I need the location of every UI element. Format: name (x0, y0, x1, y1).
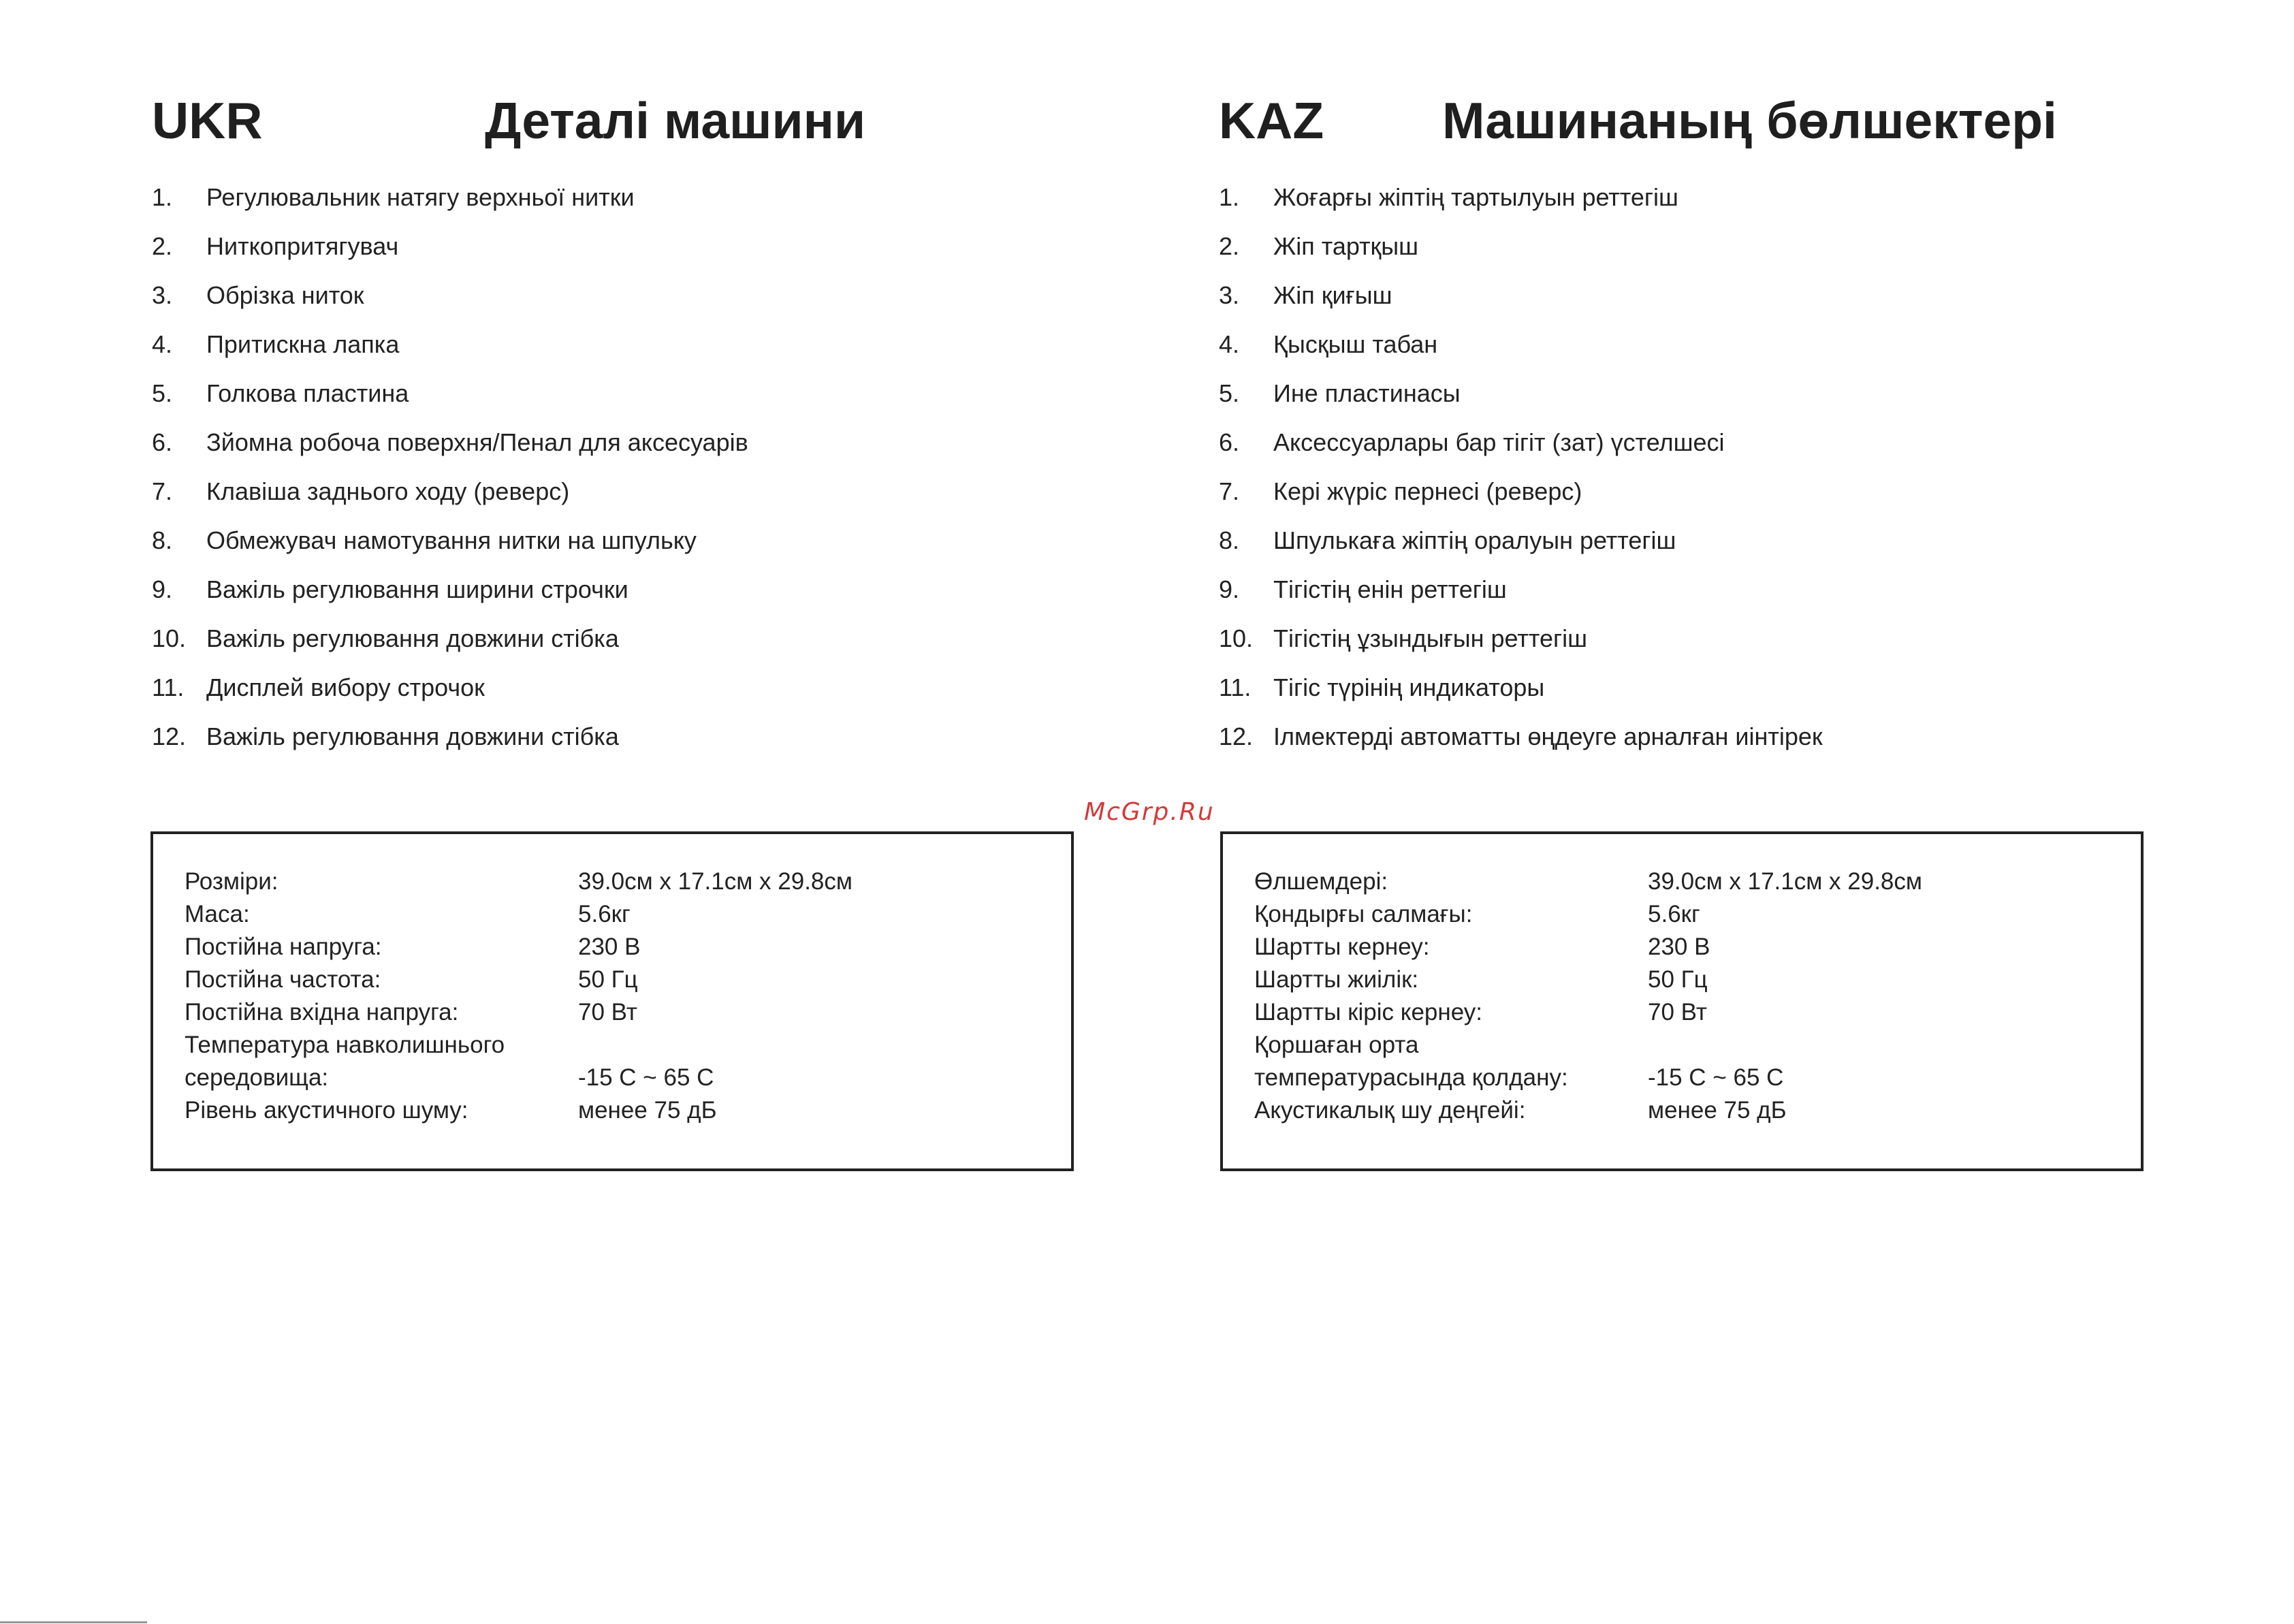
item-number: 10. (152, 624, 187, 652)
watermark: McGrp.Ru (1084, 798, 1215, 826)
item-number: 2. (152, 232, 173, 260)
item-number: 12. (1219, 722, 1254, 750)
spec-label: Қоршаған орта (1254, 1032, 1419, 1058)
spec-label: Постійна вхідна напруга: (185, 999, 459, 1025)
item-number: 4. (1219, 330, 1240, 358)
spec-row (185, 964, 1057, 996)
item-label: Жоғарғы жіптің тартылуын реттегіш (1273, 183, 1678, 211)
item-number: 11. (152, 673, 185, 701)
item-number: 4. (152, 330, 173, 358)
spec-value: 5.6кг (1648, 901, 1700, 927)
list-item (152, 229, 748, 278)
item-label: Шпулькаға жіптің оралуын реттегіш (1273, 526, 1676, 554)
item-number: 9. (152, 575, 173, 603)
list-item (152, 180, 748, 229)
spec-value: 230 В (1648, 934, 1710, 960)
spec-value: -15 С ~ 65 С (578, 1064, 714, 1091)
spec-label: Рівень акустичного шуму: (185, 1097, 468, 1124)
kaz-language-code: KAZ (1219, 92, 1324, 149)
list-item (1219, 474, 1823, 523)
spec-label: Қондырғы салмағы: (1254, 901, 1473, 927)
item-label: Обрізка ниток (206, 281, 364, 309)
item-number: 5. (152, 379, 173, 407)
spec-label: Маса: (185, 901, 250, 927)
list-item (1219, 523, 1823, 572)
list-item (152, 327, 748, 376)
item-number: 3. (152, 281, 173, 309)
spec-value: 39.0см x 17.1см x 29.8см (578, 868, 853, 895)
spec-label: температурасында қолдану: (1254, 1064, 1568, 1091)
list-item (152, 278, 748, 327)
list-item (152, 621, 748, 670)
item-label: Важіль регулювання довжини стібка (206, 624, 619, 652)
spec-row (1254, 898, 2127, 931)
item-number: 12. (152, 722, 187, 750)
item-number: 3. (1219, 281, 1240, 309)
list-item (152, 474, 748, 523)
spec-row (185, 1094, 1057, 1127)
spec-label: Постійна напруга: (185, 934, 382, 960)
item-label: Қысқыш табан (1273, 330, 1438, 358)
item-label: Ниткопритягувач (206, 232, 399, 260)
item-label: Голкова пластина (206, 379, 409, 407)
ukr-spec-box (150, 831, 1074, 1171)
list-item (1219, 376, 1823, 425)
spec-label: Шартты кіріс кернеу: (1254, 999, 1482, 1025)
spec-label: Өлшемдері: (1254, 868, 1388, 895)
spec-value: 70 Вт (578, 999, 637, 1025)
kaz-parts-list (1219, 180, 1823, 768)
spec-row (1254, 996, 2127, 1029)
spec-value: 70 Вт (1648, 999, 1707, 1025)
spec-value: 230 В (578, 934, 641, 960)
spec-label: Акустикалық шу деңгейі: (1254, 1097, 1526, 1124)
list-item (1219, 180, 1823, 229)
ukr-parts-list (152, 180, 748, 768)
list-item (1219, 572, 1823, 621)
item-label: Обмежувач намотування нитки на шпульку (206, 526, 697, 554)
ukr-section-title: Деталі машини (485, 92, 866, 149)
item-label: Жіп тартқыш (1273, 232, 1419, 260)
spec-label: Шартты кернеу: (1254, 934, 1430, 960)
list-item (152, 376, 748, 425)
footer-divider (0, 1621, 147, 1623)
spec-row (1254, 1029, 2127, 1062)
spec-row (185, 1062, 1057, 1094)
item-number: 7. (152, 477, 173, 505)
item-label: Кері жүріс пернесі (реверс) (1273, 477, 1582, 505)
kaz-section-title: Машинаның бөлшектері (1442, 92, 2057, 149)
spec-label: Шартты жиілік: (1254, 966, 1419, 993)
spec-label: Розміри: (185, 868, 278, 895)
item-label: Ілмектерді автоматты өңдеуге арналған иінтірек (1273, 722, 1823, 750)
item-label: Ине пластинасы (1273, 379, 1461, 407)
list-item (1219, 278, 1823, 327)
spec-label: Постійна частота: (185, 966, 381, 993)
spec-value: 50 Гц (578, 966, 638, 993)
item-label: Дисплей вибору строчок (206, 673, 485, 701)
spec-row (185, 865, 1057, 898)
item-number: 2. (1219, 232, 1240, 260)
spec-label: Температура навколишнього (185, 1032, 505, 1058)
list-item (1219, 327, 1823, 376)
spec-value: 39.0см x 17.1см x 29.8см (1648, 868, 1922, 895)
item-label: Притискна лапка (206, 330, 400, 358)
list-item (1219, 229, 1823, 278)
list-item (152, 670, 748, 719)
item-number: 7. (1219, 477, 1240, 505)
item-number: 9. (1219, 575, 1240, 603)
item-label: Тігіс түрінің индикаторы (1273, 673, 1545, 701)
spec-value: 5.6кг (578, 901, 631, 927)
spec-row (185, 1029, 1057, 1062)
list-item (152, 719, 748, 768)
item-label: Тігістің ұзындығын реттегіш (1273, 624, 1587, 652)
item-number: 6. (152, 428, 173, 456)
item-label: Жіп қиғыш (1273, 281, 1392, 309)
spec-label: середовища: (185, 1064, 329, 1091)
item-number: 8. (152, 526, 173, 554)
spec-row (1254, 1062, 2127, 1094)
item-label: Важіль регулювання довжини стібка (206, 722, 619, 750)
item-label: Клавіша заднього ходу (реверс) (206, 477, 570, 505)
item-number: 1. (1219, 183, 1240, 211)
list-item (152, 572, 748, 621)
spec-row (185, 898, 1057, 931)
item-label: Тігістің енін реттегіш (1273, 575, 1507, 603)
list-item (1219, 621, 1823, 670)
item-label: Регулювальник натягу верхньої нитки (206, 183, 635, 211)
list-item (152, 523, 748, 572)
spec-row (185, 996, 1057, 1029)
item-number: 8. (1219, 526, 1240, 554)
item-number: 11. (1219, 673, 1252, 701)
spec-row (1254, 964, 2127, 996)
spec-value: -15 С ~ 65 С (1648, 1064, 1784, 1091)
item-number: 1. (152, 183, 173, 211)
item-label: Важіль регулювання ширини строчки (206, 575, 628, 603)
item-number: 5. (1219, 379, 1240, 407)
spec-row (1254, 931, 2127, 964)
list-item (1219, 670, 1823, 719)
spec-row (1254, 865, 2127, 898)
spec-value: менее 75 дБ (578, 1097, 717, 1124)
list-item (1219, 719, 1823, 768)
item-label: Аксессуарлары бар тігіт (зат) үстелшесі (1273, 428, 1725, 456)
item-number: 10. (1219, 624, 1254, 652)
kaz-spec-box (1220, 831, 2144, 1171)
item-number: 6. (1219, 428, 1240, 456)
list-item (152, 425, 748, 474)
spec-row (185, 931, 1057, 964)
spec-value: 50 Гц (1648, 966, 1708, 993)
item-label: Зйомна робоча поверхня/Пенал для аксесуарів (206, 428, 748, 456)
spec-value: менее 75 дБ (1648, 1097, 1787, 1124)
ukr-language-code: UKR (152, 92, 263, 149)
spec-row (1254, 1094, 2127, 1127)
list-item (1219, 425, 1823, 474)
